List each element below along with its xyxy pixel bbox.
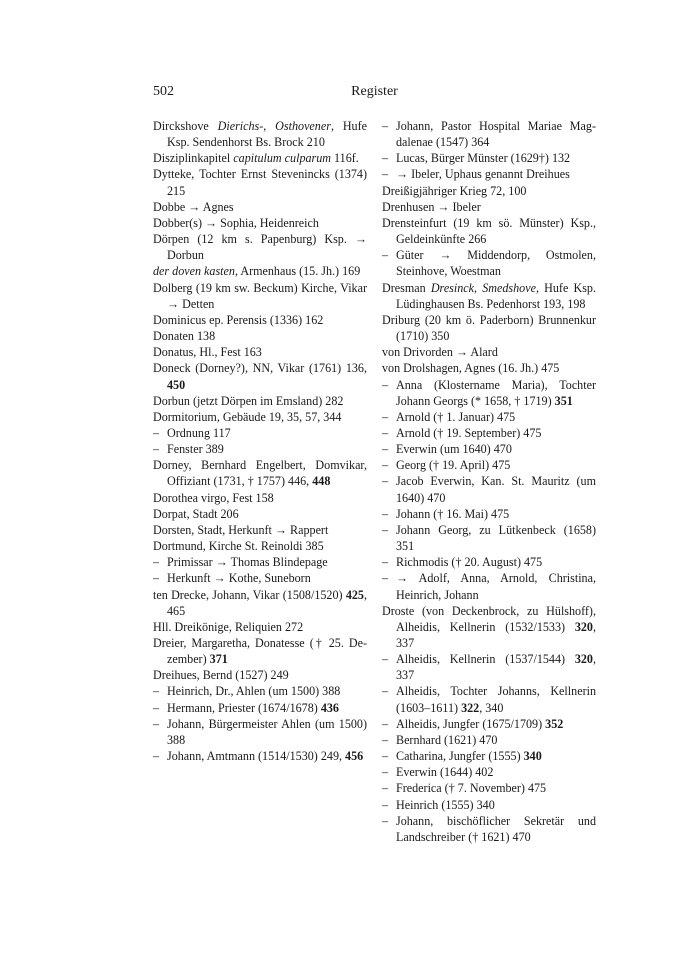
register-subentry <box>153 425 367 441</box>
entry-text: Jacob Everwin, Kan. St. Mauritz (um 1640) 470 <box>396 474 596 505</box>
subentry-dash: – <box>382 409 389 424</box>
register-subentry <box>382 748 596 764</box>
entry-text: Ordnung 117 <box>167 425 231 440</box>
entry-text: Donatus, Hl., Fest 163 <box>153 345 262 360</box>
register-subentry <box>382 425 596 441</box>
subentry-dash: – <box>382 522 389 537</box>
entry-text: Primissar → Thomas Blindepage <box>167 555 328 570</box>
entry-text: Dobbe → Agnes <box>153 199 234 214</box>
entry-text: , 465 <box>167 587 367 618</box>
subentry-dash: – <box>382 458 389 473</box>
register-subentry <box>153 441 367 457</box>
entry-text: Disziplinkapitel <box>153 151 234 166</box>
subentry-dash: – <box>382 555 389 570</box>
entry-text: Güter → Middendorp, Ostmolen, Steinhove, Woestman <box>396 248 596 279</box>
register-subentry <box>382 554 596 570</box>
page-ref-bold: 320 <box>574 619 593 634</box>
entry-text: 116f. <box>331 151 359 166</box>
register-subentry <box>153 716 367 748</box>
subentry-dash: – <box>382 377 389 392</box>
register-entry <box>153 328 367 344</box>
subentry-dash: – <box>382 716 389 731</box>
entry-text: Bernhard (1621) 470 <box>396 732 498 747</box>
entry-text: Dreier, Margaretha, Donatesse († 25. Dezember) <box>153 636 367 667</box>
page-ref-bold: 322 <box>461 700 480 715</box>
entry-text: Johann, Amtmann (1514/1530) 249, <box>167 749 346 764</box>
subentry-dash: – <box>153 442 160 457</box>
register-entry <box>382 280 596 312</box>
entry-text: Frederica († 7. November) 475 <box>396 781 547 796</box>
entry-text: , Hufe Ksp. Lüdinghausen Bs. Pedenhorst 193, 198 <box>396 280 596 311</box>
subentry-dash: – <box>382 167 389 182</box>
register-entry <box>153 312 367 328</box>
left-column <box>153 118 367 845</box>
entry-text: Dorsten, Stadt, Herkunft → Rappert <box>153 522 329 537</box>
page-ref-bold: 351 <box>554 393 573 408</box>
subentry-dash: – <box>382 151 389 166</box>
subentry-dash: – <box>382 781 389 796</box>
register-entry <box>153 490 367 506</box>
entry-text: Hermann, Priester (1674/1678) <box>167 700 321 715</box>
register-subentry <box>382 118 596 150</box>
entry-text: Anna (Klostername Maria), Tochter Johann Georgs (* 1658, † 1719) <box>396 377 596 408</box>
register-subentry <box>382 683 596 715</box>
register-subentry <box>382 797 596 813</box>
subentry-dash: – <box>382 425 389 440</box>
register-entry <box>153 280 367 312</box>
register-subentry <box>382 716 596 732</box>
register-subentry <box>382 506 596 522</box>
register-entry <box>153 538 367 554</box>
entry-text: Herkunft → Kothe, Suneborn <box>167 571 311 586</box>
register-subentry <box>382 166 596 182</box>
register-subentry <box>382 732 596 748</box>
register-entry <box>382 344 596 360</box>
register-entry <box>153 199 367 215</box>
entry-text-italic: Smedshove <box>482 280 536 295</box>
entry-text: ten Drecke, Johann, Vikar (1508/1520) <box>153 587 346 602</box>
subentry-dash: – <box>153 571 160 586</box>
register-entry <box>382 199 596 215</box>
subentry-dash: – <box>382 652 389 667</box>
register-entry <box>153 457 367 489</box>
register-entry <box>153 393 367 409</box>
entry-text: → Adolf, Anna, Arnold, Christina, Heinrich, Johann <box>396 571 596 602</box>
register-subentry <box>382 409 596 425</box>
entry-text: Heinrich (1555) 340 <box>396 797 495 812</box>
entry-text: Johann, Pastor Hospital Mariae Magdalenae (1547) 364 <box>396 119 596 150</box>
entry-text: , Armenhaus (15. Jh.) 169 <box>234 264 361 279</box>
register-entry <box>153 635 367 667</box>
entry-text: Driburg (20 km ö. Paderborn) Brunnenkur (1710) 350 <box>382 312 596 344</box>
page-number: 502 <box>153 84 174 99</box>
entry-text: Dortmund, Kirche St. Reinoldi 385 <box>153 539 324 554</box>
entry-text: Dreißigjähriger Krieg 72, 100 <box>382 183 527 198</box>
subentry-dash: – <box>382 474 389 489</box>
page-ref-bold: 448 <box>312 474 331 489</box>
page-ref-bold: 320 <box>574 652 593 667</box>
entry-text: Catharina, Jungfer (1555) <box>396 749 524 764</box>
entry-text: Alheidis, Kellnerin (1537/1544) <box>396 652 575 667</box>
register-entry <box>382 312 596 344</box>
entry-text: Alheidis, Jungfer (1675/1709) <box>396 716 546 731</box>
entry-text: Everwin (1644) 402 <box>396 765 494 780</box>
register-entry <box>382 215 596 247</box>
entry-text: , <box>263 119 276 133</box>
entry-text: Dorpat, Stadt 206 <box>153 506 239 521</box>
entry-text: Donaten 138 <box>153 329 216 344</box>
subentry-dash: – <box>382 797 389 812</box>
entry-text: Richmodis († 20. August) 475 <box>396 555 543 570</box>
subentry-dash: – <box>153 749 160 764</box>
entry-text: Fenster 389 <box>167 442 224 457</box>
page-ref-bold: 371 <box>209 652 228 667</box>
entry-text: Drenhusen → Ibeler <box>382 199 481 214</box>
entry-text: Dörpen (12 km s. Papenburg) Ksp. → Dorbun <box>153 232 367 263</box>
register-entry <box>153 360 367 392</box>
entry-text: Lucas, Bürger Münster (1629†) 132 <box>396 151 571 166</box>
register-subentry <box>153 700 367 716</box>
page-ref-bold: 450 <box>167 377 186 392</box>
register-subentry <box>153 570 367 586</box>
entry-text: Drensteinfurt (19 km sö. Münster) Ksp., Geldeinkünfte 266 <box>382 215 596 247</box>
entry-text: Dorbun (jetzt Dörpen im Emsland) 282 <box>153 393 344 408</box>
register-subentry <box>153 554 367 570</box>
register-entry <box>153 409 367 425</box>
register-entry <box>153 263 367 279</box>
register-entry <box>153 215 367 231</box>
entry-text-italic: capitulum culparum <box>233 151 332 166</box>
register-entry <box>153 667 367 683</box>
entry-text: von Drolshagen, Agnes (16. Jh.) 475 <box>382 361 560 376</box>
subentry-dash: – <box>382 506 389 521</box>
page-ref-bold: 456 <box>345 749 364 764</box>
entry-text: Johann († 16. Mai) 475 <box>396 506 510 521</box>
register-entry <box>153 506 367 522</box>
register-subentry <box>382 780 596 796</box>
entry-text-italic: Dierichs- <box>217 119 264 133</box>
running-head: Register <box>351 84 398 99</box>
entry-text: → Ibeler, Uphaus genannt Dreihues <box>396 167 570 182</box>
register-entry <box>382 360 596 376</box>
entry-text: Everwin (um 1640) 470 <box>396 442 512 457</box>
register-subentry <box>382 457 596 473</box>
subentry-dash: – <box>153 684 160 699</box>
entry-text: Johann Georg, zu Lütkenbeck (1658) 351 <box>396 522 596 554</box>
entry-text: Heinrich, Dr., Ahlen (um 1500) 388 <box>167 684 341 699</box>
entry-text: Dresman <box>382 280 431 295</box>
subentry-dash: – <box>382 749 389 764</box>
entry-text: Doneck (Dorney?), NN, Vikar (1761) 136, <box>153 361 367 376</box>
entry-text: Johann, bischöflicher Sekretär und Landschreiber († 1621) 470 <box>396 813 596 844</box>
register-subentry <box>153 748 367 764</box>
subentry-dash: – <box>382 813 389 828</box>
page-ref-bold: 425 <box>345 587 364 602</box>
register-subentry <box>382 570 596 602</box>
entry-text: , 337 <box>396 652 596 683</box>
subentry-dash: – <box>153 700 160 715</box>
entry-text: Hll. Dreikönige, Reliquien 272 <box>153 619 304 634</box>
register-subentry <box>382 150 596 166</box>
register-entry <box>382 603 596 651</box>
subentry-dash: – <box>153 425 160 440</box>
entry-text: Droste (von Deckenbrock, zu Hülshoff), Alheidis, Kellnerin (1532/1533) <box>382 603 596 634</box>
subentry-dash: – <box>382 684 389 699</box>
register-entry <box>153 587 367 619</box>
register-subentry <box>382 247 596 279</box>
page-ref-bold: 352 <box>545 716 564 731</box>
entry-text: Dreihues, Bernd (1527) 249 <box>153 668 289 683</box>
register-entry <box>153 522 367 538</box>
subentry-dash: – <box>382 119 389 133</box>
entry-text: , <box>474 280 483 295</box>
register-subentry <box>382 441 596 457</box>
entry-text: , Hufe Ksp. Sendenhorst Bs. Brock 210 <box>167 119 367 150</box>
register-entry <box>153 231 367 263</box>
subentry-dash: – <box>382 765 389 780</box>
entry-text: Dobber(s) → Sophia, Heidenreich <box>153 215 319 230</box>
subentry-dash: – <box>382 571 389 586</box>
entry-text: Dominicus ep. Perensis (1336) 162 <box>153 312 324 327</box>
register-subentry <box>382 651 596 683</box>
subentry-dash: – <box>382 248 389 263</box>
subentry-dash: – <box>382 732 389 747</box>
subentry-dash: – <box>153 716 160 731</box>
page-header <box>153 84 596 104</box>
register-entry <box>153 150 367 166</box>
entry-text: , 340 <box>479 700 504 715</box>
entry-text: Georg († 19. April) 475 <box>396 458 511 473</box>
entry-text: Johann, Bürgermeister Ahlen (um 1500) 388 <box>167 716 367 747</box>
entry-text: Arnold († 19. September) 475 <box>396 425 542 440</box>
entry-text: von Drivorden → Alard <box>382 345 498 360</box>
entry-text: , 337 <box>396 619 596 650</box>
register-subentry <box>382 764 596 780</box>
entry-text: Alheidis, Tochter Johanns, Kellnerin (1603–1611) <box>396 684 596 715</box>
entry-text: Dirckshove <box>153 119 218 133</box>
entry-text: Dorothea virgo, Fest 158 <box>153 490 274 505</box>
page-ref-bold: 436 <box>320 700 339 715</box>
register-entry <box>153 619 367 635</box>
register-entry <box>153 118 367 150</box>
entry-text-italic: Osthovener <box>275 119 331 133</box>
right-column <box>382 118 596 845</box>
entry-text: Dolberg (19 km sw. Beckum) Kirche, Vikar → Detten <box>153 280 367 311</box>
register-subentry <box>382 377 596 409</box>
subentry-dash: – <box>382 442 389 457</box>
subentry-dash: – <box>153 555 160 570</box>
register-entry <box>153 166 367 198</box>
entry-text: Arnold († 1. Januar) 475 <box>396 409 516 424</box>
register-entry <box>382 183 596 199</box>
register-subentry <box>382 522 596 554</box>
register-subentry <box>382 813 596 845</box>
entry-text-italic: der doven kasten <box>153 264 235 279</box>
page-ref-bold: 340 <box>523 749 542 764</box>
entry-text-italic: Dresinck <box>430 280 475 295</box>
register-subentry <box>153 683 367 699</box>
entry-text: Dormitorium, Gebäude 19, 35, 57, 344 <box>153 409 342 424</box>
register-columns <box>153 118 596 845</box>
entry-text: Dytteke, Tochter Ernst Stevenincks (1374) 215 <box>153 167 367 198</box>
entry-text: Dorney, Bernhard Engelbert, Domvikar, Offiziant (1731, † 1757) 446, <box>153 458 367 489</box>
register-entry <box>153 344 367 360</box>
register-subentry <box>382 473 596 505</box>
